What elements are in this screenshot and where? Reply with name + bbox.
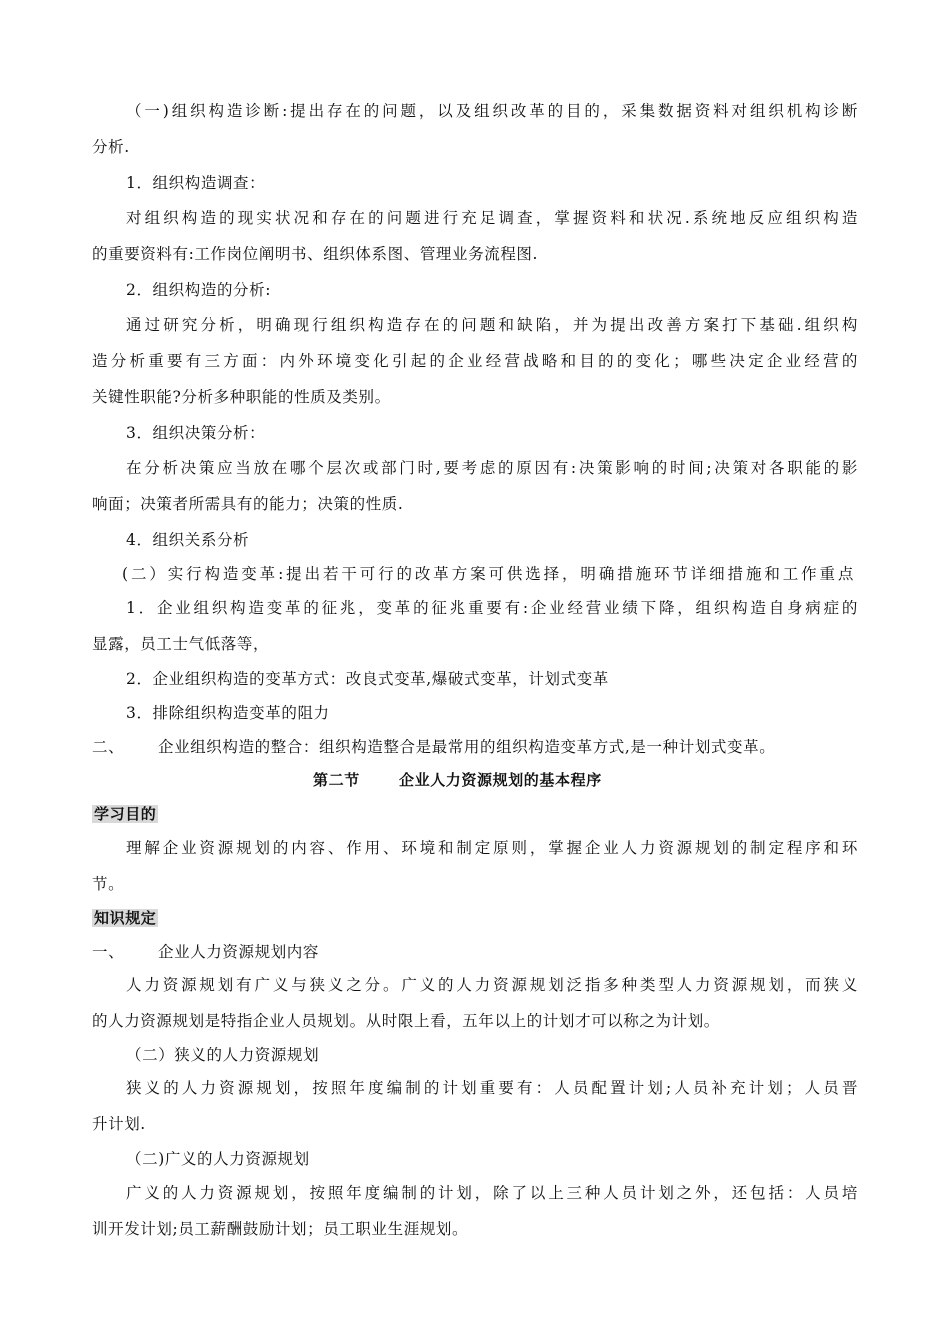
paragraph-line: 节。 [92,875,125,893]
paragraph-line: 对组织构造的现实状况和存在的问题进行充足调查，掌握资料和状况.系统地反应组织构造 [126,209,858,227]
paragraph-line: 响面；决策者所需具有的能力；决策的性质. [92,495,404,513]
paragraph-line: 1．企业组织构造变革的征兆，变革的征兆重要有:企业经营业绩下降，组织构造自身病症的 [126,599,858,617]
paragraph-line: 关键性职能?分析多种职能的性质及类别。 [92,388,391,406]
paragraph-line: 企业组织构造的整合：组织构造整合是最常用的组织构造变革方式,是一种计划式变革。 [158,738,776,756]
section-title: 企业人力资源规划的基本程序 [399,771,602,789]
paragraph-line: 的人力资源规划是特指企业人员规划。从时限上看，五年以上的计划才可以称之为计划。 [92,1012,720,1030]
paragraph-line: 企业人力资源规划内容 [158,943,320,961]
paragraph-line: 升计划. [92,1115,146,1133]
subsection-title: 2．组织构造的分析: [126,281,272,299]
list-number: 一、 [92,943,125,961]
paragraph-line: 训开发计划;员工薪酬鼓励计划；员工职业生涯规划。 [92,1220,469,1238]
paragraph-line: 造分析重要有三方面：内外环境变化引起的企业经营战略和目的的变化；哪些决定企业经营的 [92,352,858,370]
paragraph-line: 3．排除组织构造变革的阻力 [126,704,330,722]
paragraph-line: 2．企业组织构造的变革方式：改良式变革,爆破式变革，计划式变革 [126,670,609,688]
subsection-title: （二）狭义的人力资源规划 [126,1046,320,1064]
list-number: 二、 [92,738,125,756]
paragraph-line: 通过研究分析，明确现行组织构造存在的问题和缺陷，并为提出改善方案打下基础.组织构 [126,316,858,334]
paragraph-line: (二）实行构造变革:提出若干可行的改革方案可供选择，明确措施环节详细措施和工作重点 [122,565,854,583]
goal-heading-text: 学习目的 [94,805,157,823]
knowledge-heading-text: 知识规定 [94,909,157,927]
paragraph-line: 人力资源规划有广义与狭义之分。广义的人力资源规划泛指多种类型人力资源规划，而狭义 [126,976,858,994]
paragraph-line: 在分析决策应当放在哪个层次或部门时,要考虑的原因有:决策影响的时间;决策对各职能的影 [126,459,858,477]
subsection-title: （二)广义的人力资源规划 [126,1150,310,1168]
paragraph-line: 的重要资料有:工作岗位阐明书、组织体系图、管理业务流程图. [92,245,539,263]
paragraph-line: 分析. [92,138,130,156]
paragraph-line: 显露，员工士气低落等， [92,635,270,653]
paragraph-line: 狭义的人力资源规划，按照年度编制的计划重要有：人员配置计划;人员补充计划；人员晋 [126,1079,858,1097]
goal-heading [92,804,158,824]
subsection-title: 4．组织关系分析 [126,531,250,549]
subsection-title: 1．组织构造调查： [126,174,266,192]
paragraph-line: 理解企业资源规划的内容、作用、环境和制定原则，掌握企业人力资源规划的制定程序和环 [126,839,858,857]
subsection-title: 3．组织决策分析： [126,424,266,442]
paragraph-line: 广义的人力资源规划，按照年度编制的计划，除了以上三种人员计划之外，还包括：人员培 [126,1184,858,1202]
section-number: 第二节 [313,771,360,789]
knowledge-heading [92,908,158,928]
paragraph-line: （一)组织构造诊断:提出存在的问题，以及组织改革的目的，采集数据资料对组织机构诊断 [126,102,858,120]
